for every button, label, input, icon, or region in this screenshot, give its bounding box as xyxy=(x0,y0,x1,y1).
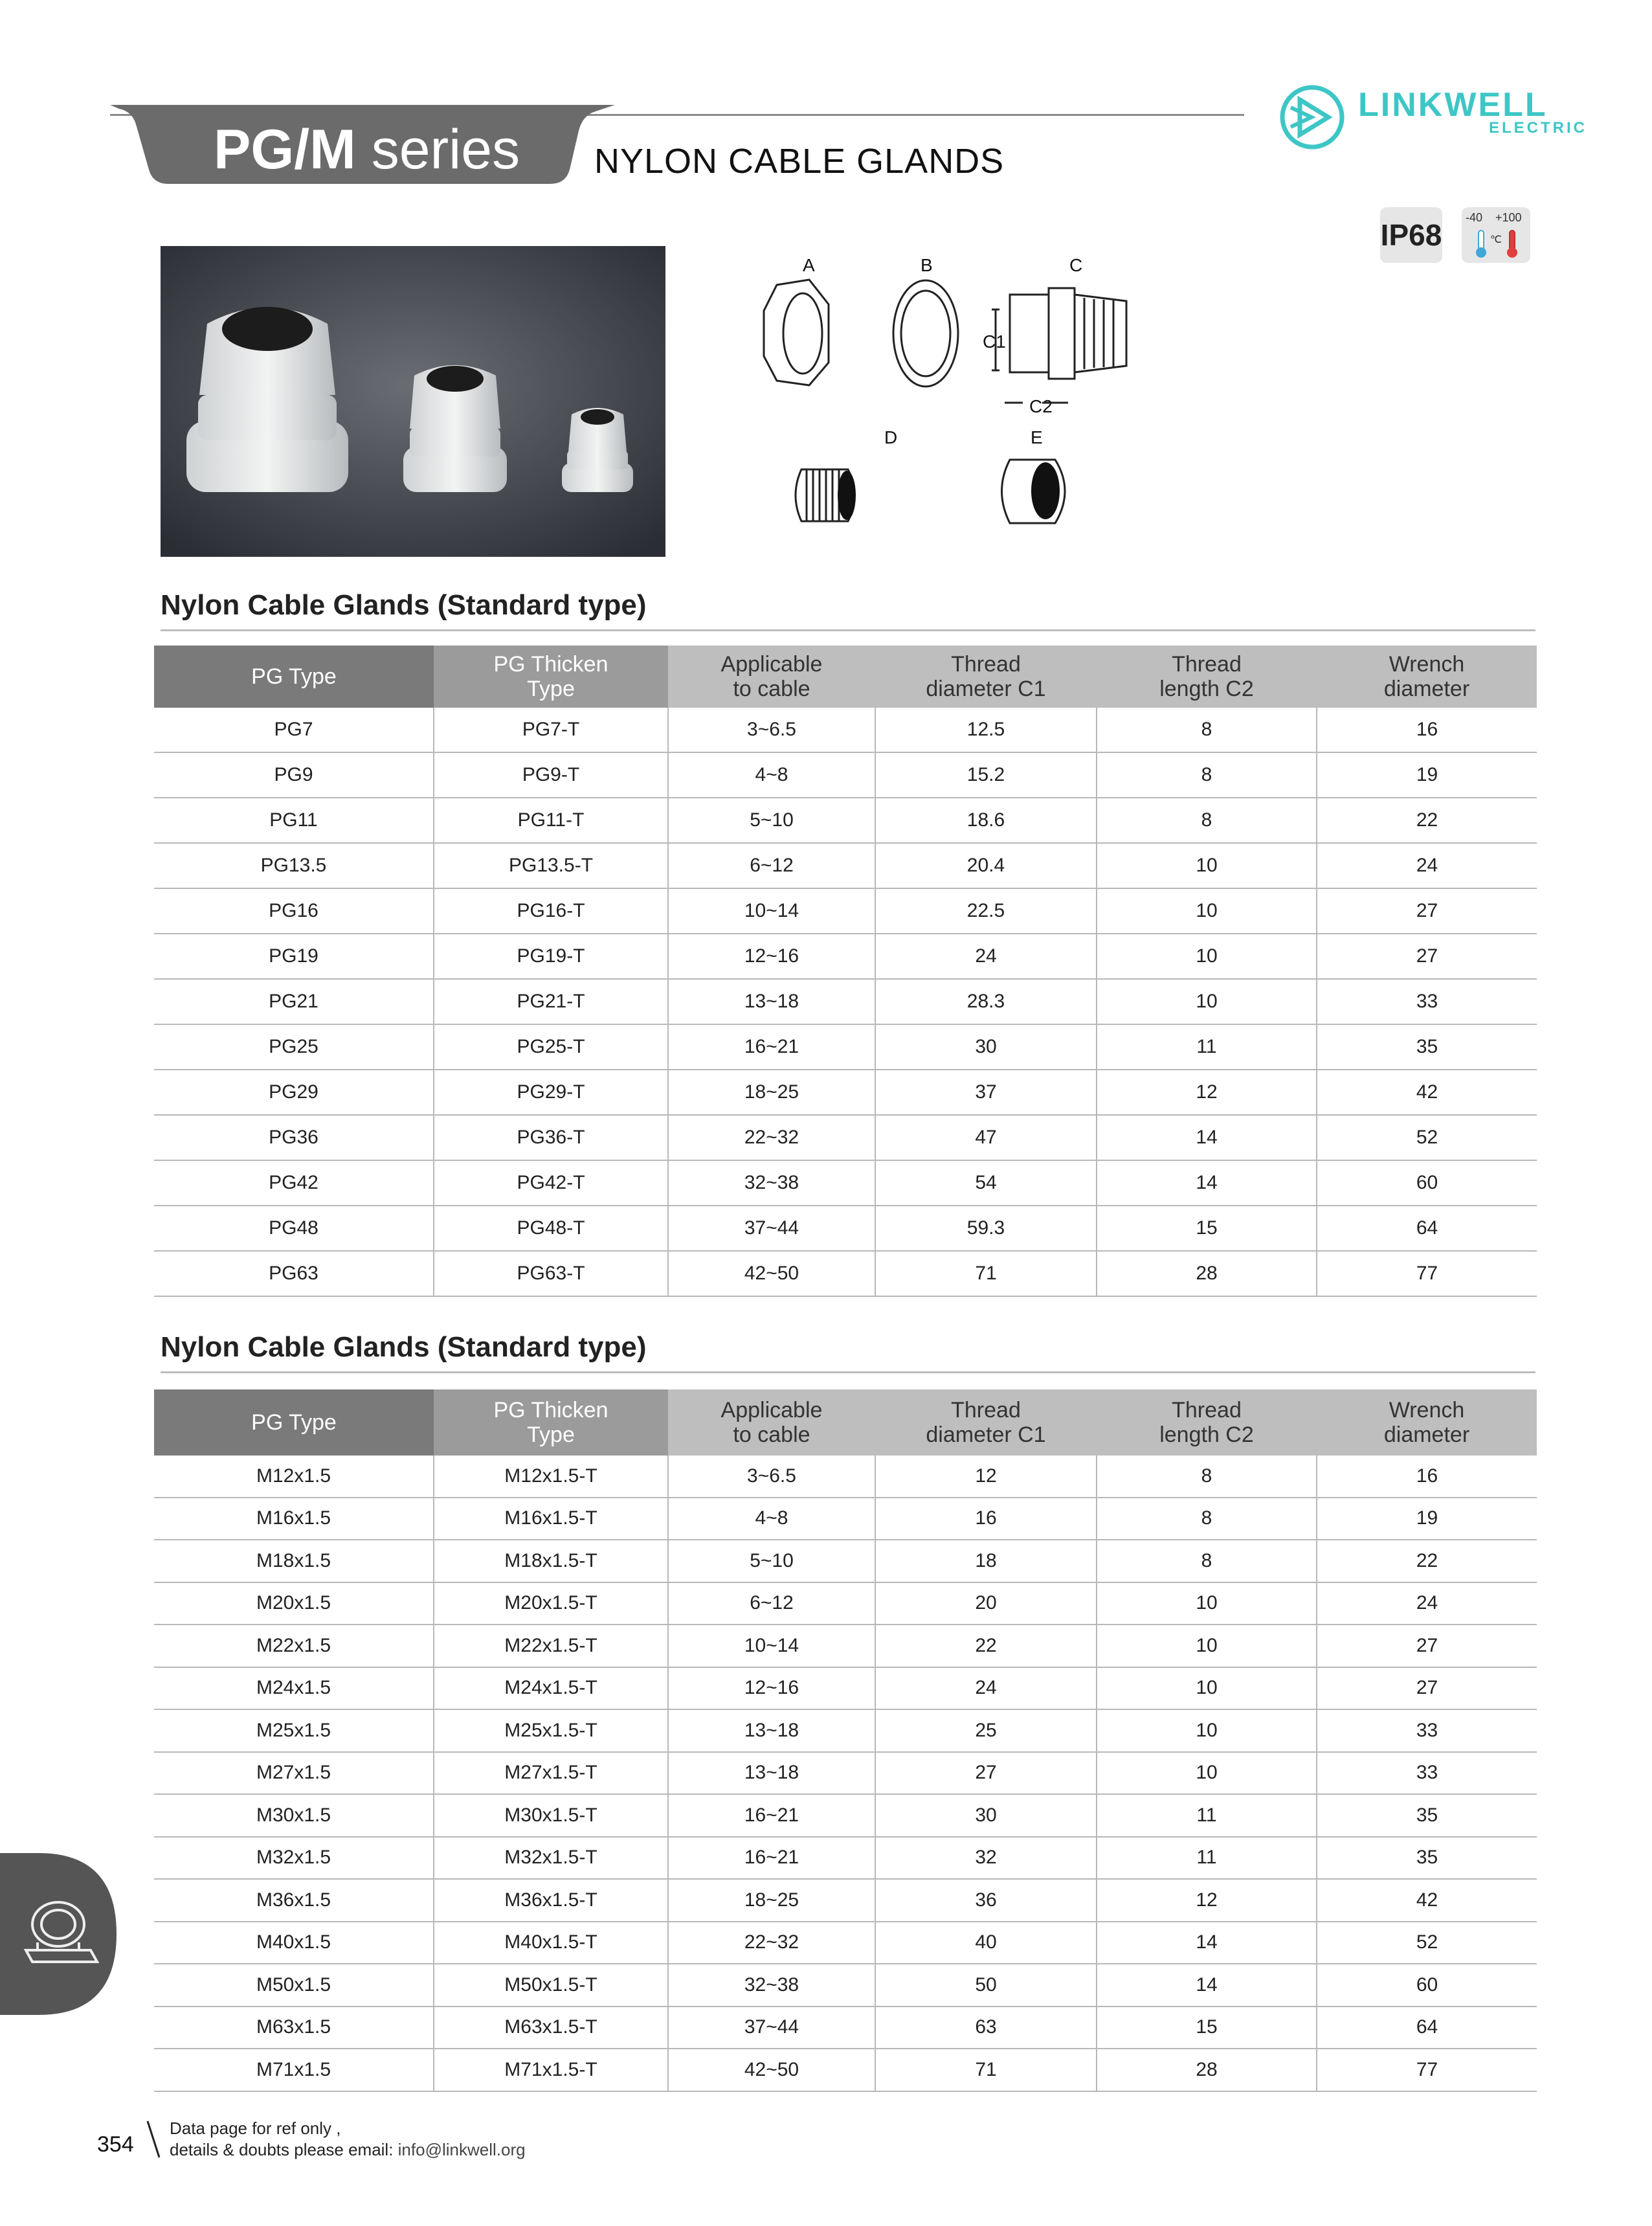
table-cell: 33 xyxy=(1317,1709,1537,1752)
table-cell: M32x1.5 xyxy=(154,1837,434,1880)
table-cell: PG21-T xyxy=(434,979,668,1024)
table-cell: PG29 xyxy=(154,1070,434,1115)
table-cell: 40 xyxy=(875,1922,1097,1964)
table-cell: 16~21 xyxy=(668,1024,875,1070)
table-cell: 22 xyxy=(875,1625,1097,1667)
table-cell: 10 xyxy=(1097,979,1317,1024)
temp-unit: ℃ xyxy=(1490,234,1502,245)
linkwell-logo-icon xyxy=(1277,82,1348,153)
col-header: Thread length C2 xyxy=(1097,646,1317,708)
table-cell: M30x1.5-T xyxy=(434,1794,668,1837)
table-cell: 10 xyxy=(1097,1625,1317,1667)
table-cell: PG42-T xyxy=(434,1160,668,1206)
table-cell: PG9 xyxy=(154,752,434,798)
table-row xyxy=(154,979,1537,1024)
table-cell: 12 xyxy=(1097,1879,1317,1922)
table-cell: 52 xyxy=(1317,1115,1537,1160)
table-row xyxy=(154,843,1537,888)
table-cell: 10 xyxy=(1097,843,1317,888)
table-cell: PG19-T xyxy=(434,934,668,979)
table-row xyxy=(154,1024,1537,1070)
table-cell: 14 xyxy=(1097,1922,1317,1964)
table-row xyxy=(154,1709,1537,1752)
table-cell: 13~18 xyxy=(668,1752,875,1795)
table-cell: 32~38 xyxy=(668,1964,875,2007)
page-subtitle: NYLON CABLE GLANDS xyxy=(594,142,1005,181)
table-row xyxy=(154,888,1537,934)
table-cell: 27 xyxy=(1317,1667,1537,1710)
table-cell: 5~10 xyxy=(668,1540,875,1582)
series-title: PG/M series xyxy=(214,118,520,181)
table-cell: PG48 xyxy=(154,1206,434,1251)
table-cell: 54 xyxy=(875,1160,1097,1206)
table-row xyxy=(154,1879,1537,1922)
table-cell: 71 xyxy=(875,2049,1097,2091)
table-cell: 33 xyxy=(1317,979,1537,1024)
table-cell: M12x1.5-T xyxy=(434,1456,668,1498)
table-cell: M18x1.5-T xyxy=(434,1540,668,1582)
table-cell: PG48-T xyxy=(434,1206,668,1251)
table-cell: 8 xyxy=(1097,1498,1317,1540)
table2-title: Nylon Cable Glands (Standard type) xyxy=(161,1331,647,1363)
table-cell: M30x1.5 xyxy=(154,1794,434,1837)
table-cell: 64 xyxy=(1317,2007,1537,2049)
col-header: PG Type xyxy=(154,646,434,708)
footer-note: Data page for ref only , xyxy=(170,2119,341,2138)
table-cell: M24x1.5-T xyxy=(434,1667,668,1710)
table-row xyxy=(154,1922,1537,1964)
table-cell: 64 xyxy=(1317,1206,1537,1251)
table-cell: 18~25 xyxy=(668,1879,875,1922)
table-cell: 12 xyxy=(875,1456,1097,1498)
table-cell: 59.3 xyxy=(875,1206,1097,1251)
table-row xyxy=(154,1752,1537,1795)
table-cell: PG36-T xyxy=(434,1115,668,1160)
table-cell: 12.5 xyxy=(875,708,1097,752)
diagram-drawing xyxy=(738,253,1230,557)
table-cell: 28 xyxy=(1097,2049,1317,2091)
table-cell: 42~50 xyxy=(668,2049,875,2091)
table-cell: 18~25 xyxy=(668,1070,875,1115)
table-cell: 50 xyxy=(875,1964,1097,2007)
table-row xyxy=(154,1206,1537,1251)
diagram-label-c: C xyxy=(1069,255,1083,275)
table-cell: 25 xyxy=(875,1709,1097,1752)
table-cell: M50x1.5-T xyxy=(434,1964,668,2007)
footer-email-link[interactable]: info@linkwell.org xyxy=(397,2140,526,2159)
table-cell: 71 xyxy=(875,1251,1097,1296)
table-cell: M71x1.5 xyxy=(154,2049,434,2091)
table-cell: 10 xyxy=(1097,934,1317,979)
table-cell: 15.2 xyxy=(875,752,1097,798)
table-cell: 11 xyxy=(1097,1024,1317,1070)
table-cell: 35 xyxy=(1317,1024,1537,1070)
table-cell: M40x1.5 xyxy=(154,1922,434,1964)
table-cell: PG7 xyxy=(154,708,434,752)
diagram-label-b: B xyxy=(921,255,933,275)
table-cell: 16~21 xyxy=(668,1837,875,1880)
table-cell: 37~44 xyxy=(668,1206,875,1251)
table-cell: M27x1.5-T xyxy=(434,1752,668,1795)
temp-high: +100 xyxy=(1495,211,1522,224)
table-cell: 24 xyxy=(1317,1582,1537,1625)
table-cell: PG36 xyxy=(154,1115,434,1160)
table-row xyxy=(154,2007,1537,2049)
table-cell: 13~18 xyxy=(668,1709,875,1752)
table-cell: 42 xyxy=(1317,1879,1537,1922)
footer-divider xyxy=(144,2120,163,2159)
table-cell: 35 xyxy=(1317,1794,1537,1837)
table2-rule xyxy=(161,1371,1535,1373)
table-cell: 4~8 xyxy=(668,1498,875,1540)
table-cell: 10 xyxy=(1097,1667,1317,1710)
col-header: PG Thicken Type xyxy=(434,1389,668,1456)
table-cell: 8 xyxy=(1097,752,1317,798)
table-row xyxy=(154,1667,1537,1710)
table1-rule xyxy=(161,629,1535,631)
table-cell: M25x1.5 xyxy=(154,1709,434,1752)
component-diagram xyxy=(738,253,1230,557)
table-cell: 18 xyxy=(875,1540,1097,1582)
table-row xyxy=(154,1582,1537,1625)
table-cell: 14 xyxy=(1097,1964,1317,2007)
metric-glands-table xyxy=(154,1389,1537,2092)
table-cell: 33 xyxy=(1317,1752,1537,1795)
table-row xyxy=(154,1115,1537,1160)
table-cell: M63x1.5-T xyxy=(434,2007,668,2049)
side-category-tab xyxy=(0,1853,117,2015)
table-row xyxy=(154,1498,1537,1540)
table-cell: 10 xyxy=(1097,1709,1317,1752)
table-cell: 27 xyxy=(1317,888,1537,934)
thermometer-hot-icon xyxy=(1504,229,1520,259)
col-header: Wrench diameter xyxy=(1317,646,1537,708)
table-row xyxy=(154,1837,1537,1880)
logo-subtext: ELECTRIC xyxy=(1489,119,1587,137)
table-cell: PG16-T xyxy=(434,888,668,934)
table-cell: 24 xyxy=(1317,843,1537,888)
table-cell: 35 xyxy=(1317,1837,1537,1880)
table-cell: 14 xyxy=(1097,1160,1317,1206)
table-row xyxy=(154,1456,1537,1498)
table-cell: M16x1.5 xyxy=(154,1498,434,1540)
ip-rating-badge: IP68 xyxy=(1380,207,1442,263)
table-row xyxy=(154,798,1537,843)
table-cell: 3~6.5 xyxy=(668,1456,875,1498)
table-cell: M16x1.5-T xyxy=(434,1498,668,1540)
table-cell: 77 xyxy=(1317,2049,1537,2091)
table-cell: M24x1.5 xyxy=(154,1667,434,1710)
table-cell: 27 xyxy=(1317,1625,1537,1667)
table-cell: 11 xyxy=(1097,1837,1317,1880)
table1-title: Nylon Cable Glands (Standard type) xyxy=(161,589,647,621)
table-cell: 8 xyxy=(1097,798,1317,843)
table-cell: M27x1.5 xyxy=(154,1752,434,1795)
table-cell: 36 xyxy=(875,1879,1097,1922)
table-row xyxy=(154,1964,1537,2007)
diagram-label-a: A xyxy=(803,255,815,275)
table-cell: 11 xyxy=(1097,1794,1317,1837)
table-cell: M36x1.5 xyxy=(154,1879,434,1922)
table-cell: 52 xyxy=(1317,1922,1537,1964)
col-header: Thread length C2 xyxy=(1097,1389,1317,1456)
table-cell: 8 xyxy=(1097,1540,1317,1582)
col-header: Thread diameter C1 xyxy=(875,1389,1097,1456)
col-header: Applicable to cable xyxy=(668,646,875,708)
table-cell: 22 xyxy=(1317,1540,1537,1582)
table-cell: 18.6 xyxy=(875,798,1097,843)
table-cell: 16 xyxy=(1317,1456,1537,1498)
pg-glands-table xyxy=(154,646,1537,1297)
table-cell: 14 xyxy=(1097,1115,1317,1160)
table-cell: 8 xyxy=(1097,708,1317,752)
table-cell: 15 xyxy=(1097,2007,1317,2049)
table-cell: M50x1.5 xyxy=(154,1964,434,2007)
page-number: 354 xyxy=(97,2132,134,2157)
table-cell: 16~21 xyxy=(668,1794,875,1837)
table-cell: 47 xyxy=(875,1115,1097,1160)
col-header: Thread diameter C1 xyxy=(875,646,1097,708)
table-cell: 12~16 xyxy=(668,934,875,979)
diagram-label-d: D xyxy=(884,427,898,447)
table-cell: 10~14 xyxy=(668,1625,875,1667)
table-cell: 32 xyxy=(875,1837,1097,1880)
table-cell: 24 xyxy=(875,934,1097,979)
table-row xyxy=(154,934,1537,979)
table-cell: 60 xyxy=(1317,1964,1537,2007)
table-cell: 42~50 xyxy=(668,1251,875,1296)
table-cell: 27 xyxy=(875,1752,1097,1795)
table-cell: M20x1.5 xyxy=(154,1582,434,1625)
table-row xyxy=(154,1540,1537,1582)
temperature-range-badge xyxy=(1462,207,1530,263)
table-cell: PG11-T xyxy=(434,798,668,843)
table-cell: M25x1.5-T xyxy=(434,1709,668,1752)
table-cell: 63 xyxy=(875,2007,1097,2049)
table-cell: 28.3 xyxy=(875,979,1097,1024)
table-cell: 77 xyxy=(1317,1251,1537,1296)
table-cell: 20.4 xyxy=(875,843,1097,888)
thermometer-cold-icon xyxy=(1473,229,1489,259)
table-cell: M22x1.5-T xyxy=(434,1625,668,1667)
table-cell: 12~16 xyxy=(668,1667,875,1710)
table-cell: M18x1.5 xyxy=(154,1540,434,1582)
logo-name: LINKWELL xyxy=(1358,86,1548,124)
table-cell: 10 xyxy=(1097,1582,1317,1625)
temp-low: -40 xyxy=(1466,211,1483,224)
table-row xyxy=(154,1160,1537,1206)
table-cell: PG29-T xyxy=(434,1070,668,1115)
table-cell: 22.5 xyxy=(875,888,1097,934)
table-cell: 42 xyxy=(1317,1070,1537,1115)
table-row xyxy=(154,752,1537,798)
footer-contact-prefix: details & doubts please email: xyxy=(170,2140,398,2159)
diagram-label-e: E xyxy=(1031,427,1043,447)
table-cell: PG19 xyxy=(154,934,434,979)
table-cell: PG42 xyxy=(154,1160,434,1206)
table-cell: PG7-T xyxy=(434,708,668,752)
table-cell: 37~44 xyxy=(668,2007,875,2049)
table-cell: M20x1.5-T xyxy=(434,1582,668,1625)
table-cell: 19 xyxy=(1317,1498,1537,1540)
table-cell: PG63-T xyxy=(434,1251,668,1296)
table-cell: 10 xyxy=(1097,1752,1317,1795)
table-cell: 10 xyxy=(1097,888,1317,934)
table-row xyxy=(154,1251,1537,1296)
table-cell: 4~8 xyxy=(668,752,875,798)
table-cell: M63x1.5 xyxy=(154,2007,434,2049)
table-cell: 30 xyxy=(875,1024,1097,1070)
table-cell: 3~6.5 xyxy=(668,708,875,752)
table-cell: PG13.5 xyxy=(154,843,434,888)
table-cell: PG21 xyxy=(154,979,434,1024)
table-cell: PG13.5-T xyxy=(434,843,668,888)
table-cell: M40x1.5-T xyxy=(434,1922,668,1964)
table-cell: 16 xyxy=(875,1498,1097,1540)
table-cell: 12 xyxy=(1097,1070,1317,1115)
table-row xyxy=(154,2049,1537,2091)
table-cell: 22~32 xyxy=(668,1115,875,1160)
product-photo xyxy=(161,246,665,557)
table-cell: 60 xyxy=(1317,1160,1537,1206)
col-header: Wrench diameter xyxy=(1317,1389,1537,1456)
table-cell: 13~18 xyxy=(668,979,875,1024)
table-cell: PG25 xyxy=(154,1024,434,1070)
table-cell: M71x1.5-T xyxy=(434,2049,668,2091)
diagram-label-c1: C1 xyxy=(983,332,1006,352)
table-cell: M32x1.5-T xyxy=(434,1837,668,1880)
diagram-label-c2: C2 xyxy=(1029,396,1053,416)
table-cell: 22 xyxy=(1317,798,1537,843)
col-header: PG Type xyxy=(154,1389,434,1456)
table-cell: 24 xyxy=(875,1667,1097,1710)
table-row xyxy=(154,1070,1537,1115)
table-cell: PG11 xyxy=(154,798,434,843)
table-cell: M12x1.5 xyxy=(154,1456,434,1498)
table-cell: PG63 xyxy=(154,1251,434,1296)
footer-contact xyxy=(170,2140,526,2160)
table-cell: 32~38 xyxy=(668,1160,875,1206)
table-cell: PG25-T xyxy=(434,1024,668,1070)
table-cell: PG9-T xyxy=(434,752,668,798)
col-header: Applicable to cable xyxy=(668,1389,875,1456)
table-row xyxy=(154,1794,1537,1837)
table-cell: 28 xyxy=(1097,1251,1317,1296)
table-cell: 6~12 xyxy=(668,843,875,888)
table-cell: 37 xyxy=(875,1070,1097,1115)
table-cell: 19 xyxy=(1317,752,1537,798)
table-cell: 30 xyxy=(875,1794,1097,1837)
table-cell: 27 xyxy=(1317,934,1537,979)
col-header: PG Thicken Type xyxy=(434,646,668,708)
table-cell: 8 xyxy=(1097,1456,1317,1498)
table-cell: 22~32 xyxy=(668,1922,875,1964)
table-row xyxy=(154,708,1537,752)
table-row xyxy=(154,1625,1537,1667)
table-cell: 10~14 xyxy=(668,888,875,934)
table-cell: PG16 xyxy=(154,888,434,934)
table-cell: M36x1.5-T xyxy=(434,1879,668,1922)
table-cell: 16 xyxy=(1317,708,1537,752)
table-cell: 5~10 xyxy=(668,798,875,843)
table-cell: M22x1.5 xyxy=(154,1625,434,1667)
table-cell: 20 xyxy=(875,1582,1097,1625)
table-cell: 15 xyxy=(1097,1206,1317,1251)
table-cell: 6~12 xyxy=(668,1582,875,1625)
